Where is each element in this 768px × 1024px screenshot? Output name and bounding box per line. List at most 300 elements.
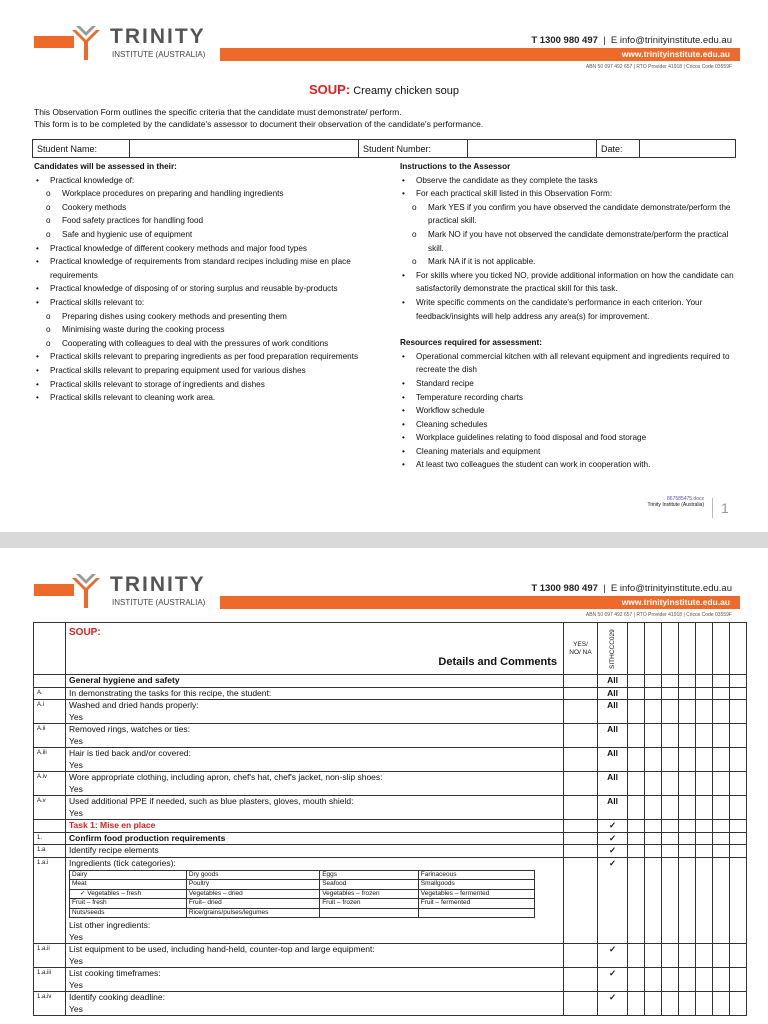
criterion-answer[interactable]: Yes — [69, 1003, 83, 1014]
resource-item: • Temperature recording charts — [400, 391, 736, 405]
yes-no-na-cell[interactable] — [564, 992, 598, 1016]
empty-mapping-cell — [696, 992, 713, 1016]
header-contact: T 1300 980 497 | E info@trinityinstitute.edu.au — [531, 583, 732, 594]
footer-doc-name: 867585475.docx — [667, 496, 704, 502]
yes-no-na-cell[interactable] — [564, 845, 598, 858]
empty-mapping-cell — [696, 700, 713, 724]
assessor-instructions-column — [400, 160, 736, 472]
row-criterion — [66, 857, 564, 944]
empty-mapping-cell — [662, 832, 679, 845]
criteria-item: • Practical knowledge of: — [34, 174, 370, 188]
row-ref: 1.a.iv — [34, 992, 66, 1016]
empty-mapping-cell — [628, 700, 645, 724]
unit-mapping-cell: ✓ — [598, 845, 628, 858]
instruction-item: • For each practical skill listed in this Observation Form: — [400, 187, 736, 201]
ingredient-category[interactable]: Vegetables – fermented — [418, 889, 534, 898]
trinity-logo-icon — [70, 26, 102, 60]
page-footer — [648, 496, 705, 508]
empty-mapping-cell — [628, 832, 645, 845]
empty-mapping-cell — [662, 845, 679, 858]
criterion-text: Ingredients (tick categories): — [69, 857, 176, 868]
criterion-text: Identify recipe elements — [69, 845, 159, 855]
header-website[interactable]: www.trinityinstitute.edu.au — [621, 49, 730, 59]
empty-mapping-cell — [730, 992, 747, 1016]
empty-mapping-cell — [696, 944, 713, 968]
yes-no-na-cell[interactable] — [564, 675, 598, 688]
empty-mapping-cell — [713, 845, 730, 858]
empty-mapping-cell — [645, 845, 662, 858]
empty-mapping-cell — [645, 700, 662, 724]
empty-mapping-cell — [730, 700, 747, 724]
assessment-criteria-column — [34, 160, 370, 405]
ingredient-category[interactable]: Vegetables – dried — [186, 889, 319, 898]
criteria-item: • Practical skills relevant to preparing ingredients as per food preparation requirements — [34, 350, 370, 364]
row-ref: 1. — [34, 832, 66, 845]
row-ref: A. — [34, 687, 66, 700]
empty-mapping-cell — [713, 700, 730, 724]
left-heading: Candidates will be assessed in their: — [34, 162, 177, 171]
empty-mapping-cell — [696, 857, 713, 944]
ingredient-category[interactable]: Rice/grains/pulses/legumes — [186, 908, 319, 917]
table-title-cell — [66, 623, 564, 675]
table-row — [34, 944, 747, 968]
criteria-item: o Workplace procedures on preparing and handling ingredients — [34, 187, 370, 201]
details-comments-label: Details and Comments — [438, 655, 557, 668]
empty-mapping-cell — [628, 796, 645, 820]
yes-no-na-cell[interactable] — [564, 796, 598, 820]
empty-mapping-cell — [730, 772, 747, 796]
criterion-answer[interactable]: Yes — [69, 979, 83, 990]
ingredients-table — [69, 870, 535, 918]
row-criterion — [66, 796, 564, 820]
header-abn: ABN 50 097 492 657 | RTO Provider 41918 | Cricos Code 03559F — [585, 64, 732, 70]
table-row — [34, 845, 747, 858]
ingredient-category[interactable]: Eggs — [320, 871, 419, 880]
empty-mapping-cell — [645, 724, 662, 748]
ingredient-category[interactable]: Seafood — [320, 880, 419, 889]
row-criterion — [66, 832, 564, 845]
ingredient-category[interactable]: Fruit– dried — [186, 899, 319, 908]
instruction-item: o Mark YES if you confirm you have observed the candidate demonstrate/perform the practical skill. — [400, 201, 736, 228]
empty-mapping-cell — [645, 687, 662, 700]
student-name-field[interactable] — [130, 140, 359, 158]
date-field[interactable] — [640, 140, 736, 158]
empty-mapping-cell — [662, 992, 679, 1016]
criteria-item: o Minimising waste during the cooking process — [34, 323, 370, 337]
empty-mapping-cell — [628, 944, 645, 968]
row-criterion — [66, 687, 564, 700]
empty-mapping-cell — [713, 687, 730, 700]
empty-mapping-cell — [645, 857, 662, 944]
empty-mapping-cell — [713, 992, 730, 1016]
empty-mapping-cell — [696, 845, 713, 858]
yes-no-na-cell[interactable] — [564, 748, 598, 772]
header-abn: ABN 50 097 492 657 | RTO Provider 41918 | Cricos Code 03559F — [585, 612, 732, 618]
unit-mapping-cell: All — [598, 687, 628, 700]
empty-mapping-cell — [662, 772, 679, 796]
resource-item: • Workflow schedule — [400, 404, 736, 418]
criteria-item: • Practical skills relevant to storage of ingredients and dishes — [34, 378, 370, 392]
table-row — [34, 675, 747, 688]
criteria-item: • Practical knowledge of requirements from standard recipes including mise en place requirements — [34, 255, 370, 282]
row-criterion — [66, 944, 564, 968]
empty-mapping-cell — [713, 944, 730, 968]
criteria-item: • Practical skills relevant to cleaning work area. — [34, 391, 370, 405]
resource-item: • Operational commercial kitchen with all relevant equipment and ingredients required to recreate the dish — [400, 350, 736, 377]
empty-mapping-cell — [730, 832, 747, 845]
page-title — [0, 82, 768, 97]
yes-no-na-cell[interactable] — [564, 724, 598, 748]
empty-mapping-cell — [645, 992, 662, 1016]
empty-mapping-cell — [645, 832, 662, 845]
empty-mapping-cell — [645, 675, 662, 688]
empty-mapping-cell — [662, 796, 679, 820]
row-criterion — [66, 700, 564, 724]
criterion-answer[interactable]: Yes — [69, 711, 83, 722]
row-ref: 1.a.i — [34, 857, 66, 944]
unit-mapping-cell: All — [598, 772, 628, 796]
empty-mapping-cell — [645, 944, 662, 968]
criterion-text: Identify cooking deadline: — [69, 992, 165, 1003]
logo-subtitle: INSTITUTE (AUSTRALIA) — [112, 598, 206, 607]
row-ref — [34, 675, 66, 688]
empty-mapping-cell — [730, 968, 747, 992]
row-ref: A.i — [34, 700, 66, 724]
empty-mapping-cell — [730, 845, 747, 858]
row-criterion — [66, 748, 564, 772]
instruction-item: • Observe the candidate as they complete the tasks — [400, 174, 736, 188]
empty-mapping-cell — [696, 687, 713, 700]
ingredient-category[interactable] — [320, 908, 419, 917]
empty-mapping-cell — [662, 675, 679, 688]
row-criterion — [66, 675, 564, 688]
row-criterion — [66, 724, 564, 748]
ingredient-category[interactable] — [418, 908, 534, 917]
yes-no-na-header: YES/ NO/ NA — [564, 623, 598, 675]
row-criterion — [66, 845, 564, 858]
empty-mapping-cell — [679, 845, 696, 858]
yes-no-na-cell[interactable] — [564, 832, 598, 845]
empty-mapping-cell — [679, 772, 696, 796]
trinity-logo-icon — [70, 574, 102, 608]
date-label: Date: — [597, 140, 640, 158]
empty-mapping-cell — [730, 724, 747, 748]
resources-list — [400, 350, 736, 472]
header-contact: T 1300 980 497 | E info@trinityinstitute.edu.au — [531, 35, 732, 46]
criteria-item: • Practical knowledge of disposing of or storing surplus and reusable by-products — [34, 282, 370, 296]
empty-mapping-cell — [713, 820, 730, 833]
table-row — [34, 748, 747, 772]
criteria-item: o Cookery methods — [34, 201, 370, 215]
intro-line-2: This form is to be completed by the candidate's assessor to document their observation of the candidate's performance. — [34, 119, 484, 129]
criterion-text: Used additional PPE if needed, such as blue plasters, gloves, mouth shield: — [69, 796, 354, 806]
unit-mapping-cell: ✓ — [598, 832, 628, 845]
header-website[interactable]: www.trinityinstitute.edu.au — [621, 597, 730, 607]
table-row — [34, 687, 747, 700]
row-criterion — [66, 968, 564, 992]
empty-mapping-cell — [679, 748, 696, 772]
ingredient-category[interactable]: Fruit – frozen — [320, 899, 419, 908]
empty-mapping-cell — [730, 857, 747, 944]
intro-text — [34, 106, 734, 130]
empty-mapping-cell — [645, 748, 662, 772]
unit-mapping-cell: All — [598, 724, 628, 748]
empty-mapping-cell — [662, 857, 679, 944]
empty-mapping-cell — [628, 675, 645, 688]
soup-label: SOUP: — [69, 627, 101, 638]
empty-mapping-cell — [696, 832, 713, 845]
empty-mapping-cell — [645, 796, 662, 820]
row-ref: 1.a.ii — [34, 944, 66, 968]
criterion-answer[interactable]: Yes — [69, 955, 83, 966]
empty-mapping-cell — [679, 820, 696, 833]
empty-mapping-cell — [713, 832, 730, 845]
student-number-field[interactable] — [468, 140, 597, 158]
criterion-text: Confirm food production requirements — [69, 832, 226, 843]
criteria-item: • Practical skills relevant to preparing equipment used for various dishes — [34, 364, 370, 378]
criterion-text: List cooking timeframes: — [69, 968, 161, 979]
yes-no-na-cell[interactable] — [564, 944, 598, 968]
criterion-answer[interactable]: Yes — [69, 783, 83, 794]
header-email: E info@trinityinstitute.edu.au — [610, 35, 732, 46]
resource-item: • Cleaning schedules — [400, 418, 736, 432]
unit-mapping-cell: All — [598, 700, 628, 724]
empty-mapping-cell — [662, 724, 679, 748]
empty-mapping-cell — [628, 820, 645, 833]
empty-mapping-cell — [730, 687, 747, 700]
logo-subtitle: INSTITUTE (AUSTRALIA) — [112, 50, 206, 59]
criterion-text: List equipment to be used, including hand-held, counter-top and large equipment: — [69, 944, 375, 955]
ingredient-category[interactable]: Meat — [70, 880, 187, 889]
empty-mapping-cell — [713, 724, 730, 748]
criteria-item: o Preparing dishes using cookery methods and presenting them — [34, 310, 370, 324]
other-ingredients-label: List other ingredients: — [69, 920, 151, 931]
header-stripe-left — [34, 36, 74, 48]
table-header-row — [34, 623, 747, 675]
resource-item: • At least two colleagues the student can work in cooperation with. — [400, 458, 736, 472]
ingredient-category[interactable]: Vegetables – frozen — [320, 889, 419, 898]
empty-mapping-cell — [628, 687, 645, 700]
empty-mapping-cell — [696, 772, 713, 796]
criteria-item: • Practical knowledge of different cookery methods and major food types — [34, 242, 370, 256]
empty-mapping-cell — [730, 820, 747, 833]
row-criterion — [66, 820, 564, 833]
row-ref: A.iv — [34, 772, 66, 796]
yes-no-na-cell[interactable] — [564, 968, 598, 992]
unit-mapping-cell: ✓ — [598, 968, 628, 992]
row-ref: A.ii — [34, 724, 66, 748]
empty-mapping-cell — [628, 845, 645, 858]
ingredient-category[interactable]: Fruit – fermented — [418, 899, 534, 908]
resource-item: • Standard recipe — [400, 377, 736, 391]
table-row — [34, 772, 747, 796]
empty-mapping-cell — [628, 772, 645, 796]
student-number-label: Student Number: — [359, 140, 468, 158]
criteria-item: • Practical skills relevant to: — [34, 296, 370, 310]
row-ref: 1.a.iii — [34, 968, 66, 992]
criteria-item: o Safe and hygienic use of equipment — [34, 228, 370, 242]
criterion-answer[interactable]: Yes — [69, 931, 83, 942]
row-ref: A.v — [34, 796, 66, 820]
empty-mapping-cell — [679, 796, 696, 820]
unit-code-header — [598, 623, 628, 675]
unit-mapping-cell: All — [598, 675, 628, 688]
ingredient-category[interactable]: Farinaceous — [418, 871, 534, 880]
empty-mapping-cell — [696, 968, 713, 992]
unit-mapping-cell: All — [598, 796, 628, 820]
header-email: E info@trinityinstitute.edu.au — [610, 583, 732, 594]
resource-item: • Workplace guidelines relating to food disposal and food storage — [400, 431, 736, 445]
table-row — [34, 820, 747, 833]
row-ref — [34, 820, 66, 833]
empty-mapping-cell — [679, 675, 696, 688]
criteria-list — [34, 174, 370, 405]
empty-mapping-cell — [713, 968, 730, 992]
criteria-item: o Cooperating with colleagues to deal with the pressures of work conditions — [34, 337, 370, 351]
empty-mapping-cell — [713, 857, 730, 944]
ingredient-category[interactable]: Smallgoods — [418, 880, 534, 889]
footer-org: Trinity Institute (Australia) — [647, 502, 704, 508]
unit-mapping-cell: ✓ — [598, 857, 628, 944]
criterion-text: Removed rings, watches or ties: — [69, 724, 190, 734]
empty-mapping-cell — [730, 944, 747, 968]
empty-mapping-cell — [679, 700, 696, 724]
unit-mapping-cell: ✓ — [598, 944, 628, 968]
header-stripe-right — [220, 48, 740, 61]
empty-mapping-cell — [645, 968, 662, 992]
criterion-answer[interactable]: Yes — [69, 807, 83, 818]
page-header — [0, 0, 768, 70]
yes-no-na-cell[interactable] — [564, 772, 598, 796]
empty-mapping-cell — [645, 820, 662, 833]
right-heading: Instructions to the Assessor — [400, 162, 511, 171]
table-row — [34, 700, 747, 724]
table-row — [34, 832, 747, 845]
empty-mapping-cell — [679, 857, 696, 944]
empty-mapping-cell — [679, 944, 696, 968]
unit-mapping-cell: ✓ — [598, 992, 628, 1016]
instruction-item: o Mark NO if you have not observed the candidate demonstrate/perform the practical skill. — [400, 228, 736, 255]
empty-mapping-cell — [696, 748, 713, 772]
empty-mapping-cell — [696, 675, 713, 688]
ingredient-category[interactable]: Poultry — [186, 880, 319, 889]
student-info-table — [32, 139, 736, 158]
ingredient-category[interactable]: Fruit – fresh — [70, 899, 187, 908]
criterion-answer[interactable]: Yes — [69, 759, 83, 770]
criterion-text: Task 1: Mise en place — [69, 820, 156, 830]
empty-mapping-cell — [662, 748, 679, 772]
empty-mapping-cell — [628, 968, 645, 992]
empty-mapping-cell — [662, 700, 679, 724]
page-2 — [0, 548, 768, 1024]
empty-mapping-cell — [662, 820, 679, 833]
table-row — [34, 968, 747, 992]
empty-mapping-cell — [679, 687, 696, 700]
empty-mapping-cell — [713, 772, 730, 796]
empty-mapping-cell — [730, 796, 747, 820]
header-phone: T 1300 980 497 — [531, 35, 598, 46]
instruction-item: • Write specific comments on the candidate's performance in each criterion. Your feedback/insights will help address any area(s) for improvement. — [400, 296, 736, 323]
table-row — [34, 796, 747, 820]
empty-mapping-cell — [645, 772, 662, 796]
observation-table — [33, 622, 747, 1016]
student-name-label: Student Name: — [33, 140, 130, 158]
empty-mapping-cell — [713, 796, 730, 820]
empty-mapping-cell — [662, 944, 679, 968]
ingredient-category[interactable]: Dry goods — [186, 871, 319, 880]
empty-mapping-cell — [730, 748, 747, 772]
empty-mapping-cell — [730, 675, 747, 688]
unit-mapping-cell: All — [598, 748, 628, 772]
table-row — [34, 992, 747, 1016]
empty-mapping-cell — [696, 796, 713, 820]
instruction-item: o Mark NA if it is not applicable. — [400, 255, 736, 269]
intro-line-1: This Observation Form outlines the specific criteria that the candidate must demonstrate/ perform. — [34, 107, 402, 117]
header-phone: T 1300 980 497 — [531, 583, 598, 594]
unit-code: SITHCCC029 — [608, 628, 616, 669]
ingredient-category[interactable]: Dairy — [70, 871, 187, 880]
empty-mapping-cell — [713, 748, 730, 772]
table-row — [34, 724, 747, 748]
row-criterion — [66, 992, 564, 1016]
empty-mapping-cell — [628, 724, 645, 748]
ingredient-category[interactable]: ✓ Vegetables – fresh — [70, 889, 187, 898]
empty-mapping-cell — [679, 968, 696, 992]
yes-no-na-cell[interactable] — [564, 687, 598, 700]
empty-mapping-cell — [662, 687, 679, 700]
empty-mapping-cell — [713, 675, 730, 688]
instructions-list — [400, 174, 736, 324]
header-stripe-right — [220, 596, 740, 609]
criterion-text: Hair is tied back and/or covered: — [69, 748, 191, 758]
page-number: 1 — [712, 498, 729, 518]
criterion-text: In demonstrating the tasks for this recipe, the student: — [69, 687, 272, 698]
resource-item: • Cleaning materials and equipment — [400, 445, 736, 459]
empty-mapping-cell — [696, 820, 713, 833]
criterion-text: Washed and dried hands properly: — [69, 700, 199, 710]
yes-no-na-cell[interactable] — [564, 820, 598, 833]
header-stripe-left — [34, 584, 74, 596]
unit-mapping-cell: ✓ — [598, 820, 628, 833]
empty-mapping-cell — [679, 992, 696, 1016]
row-ref: 1.a — [34, 845, 66, 858]
empty-mapping-cell — [696, 724, 713, 748]
ingredient-category[interactable]: Nuts/seeds — [70, 908, 187, 917]
criterion-text: Wore appropriate clothing, including apron, chef's hat, chef's jacket, non-slip shoes: — [69, 772, 383, 782]
criteria-item: o Food safety practices for handling food — [34, 214, 370, 228]
instruction-item: • For skills where you ticked NO, provide additional information on how the candidate can satisfactorily demonstrate the practical skill for this task. — [400, 269, 736, 296]
empty-mapping-cell — [679, 832, 696, 845]
empty-mapping-cell — [628, 857, 645, 944]
empty-mapping-cell — [679, 724, 696, 748]
criterion-text: General hygiene and safety — [69, 675, 180, 685]
logo-wordmark: TRINITY — [110, 573, 206, 596]
empty-mapping-cell — [628, 748, 645, 772]
logo-wordmark: TRINITY — [110, 25, 206, 48]
table-row — [34, 857, 747, 944]
yes-no-na-cell[interactable] — [564, 857, 598, 944]
criterion-answer[interactable]: Yes — [69, 735, 83, 746]
row-criterion — [66, 772, 564, 796]
page-header — [0, 548, 768, 618]
resources-heading: Resources required for assessment: — [400, 338, 542, 348]
empty-mapping-cell — [628, 992, 645, 1016]
title-main: SOUP: — [308, 82, 351, 97]
row-ref: A.iii — [34, 748, 66, 772]
yes-no-na-cell[interactable] — [564, 700, 598, 724]
empty-mapping-cell — [662, 968, 679, 992]
title-sub: Creamy chicken soup — [353, 85, 459, 97]
